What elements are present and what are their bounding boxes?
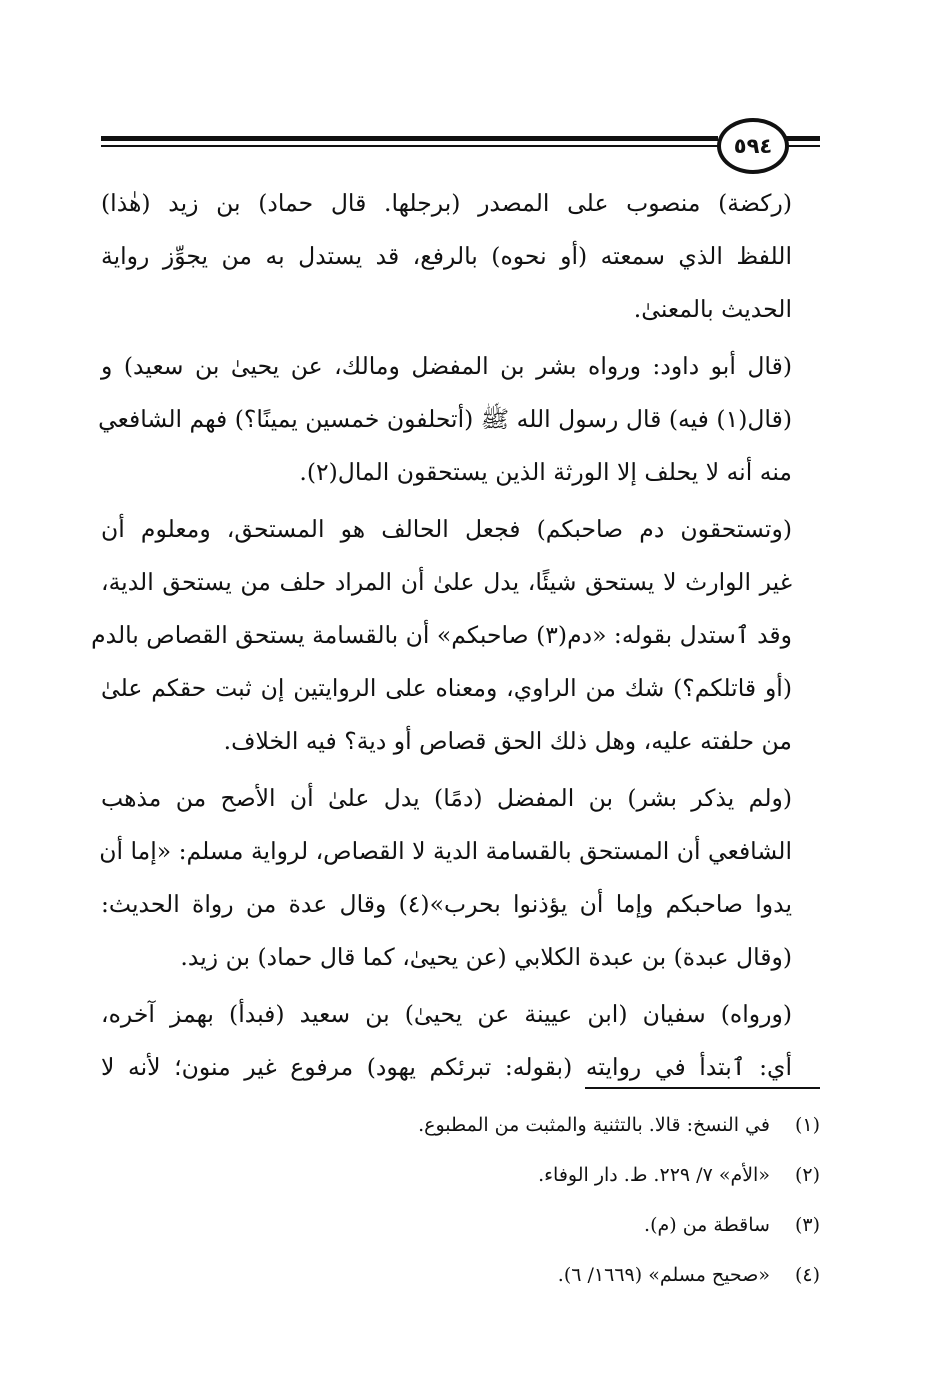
text-line: (ركضة) منصوب على المصدر (برجلها. قال حماد) بن زيد (هٰذا): [101, 189, 792, 217]
text-line: (وتستحقون دم صاحبكم) فجعل الحالف هو المستحق، ومعلوم أن: [101, 515, 792, 543]
footnote-item: [101, 1200, 820, 1250]
text-line: وقد ٱستدل بقوله: «دم(٣) صاحبكم» أن بالقسامة يستحق القصاص بالدم: [91, 621, 792, 649]
text-line: (أو قاتلكم؟) شك من الراوي، ومعناه على الروايتين إن ثبت حقكم علىٰ: [101, 674, 792, 702]
footnote-text: ساقطة من (م).: [644, 1214, 770, 1236]
footnote-item: [101, 1250, 820, 1300]
footnote-text: «صحيح مسلم» (١٦٦٩/ ٦).: [557, 1264, 770, 1286]
footnote-number: (٢): [794, 1164, 820, 1186]
text-line: الشافعي أن المستحق بالقسامة الدية لا القصاص، لرواية مسلم: «إما أن: [99, 837, 792, 865]
header-rule-right-thin: [786, 145, 820, 147]
text-line: اللفظ الذي سمعته (أو نحوه) بالرفع، قد يستدل به من يجوِّز رواية: [101, 242, 792, 270]
paragraph-3: [91, 503, 820, 768]
footnote-text: «الأم» ٧/ ٢٢٩. ط. دار الوفاء.: [538, 1164, 770, 1186]
text-line: منه أنه لا يحلف إلا الورثة الذين يستحقون المال(٢).: [299, 458, 792, 486]
text-line: يدوا صاحبكم وإما أن يؤذنوا بحرب»(٤) وقال عدة من رواة الحديث:: [101, 890, 792, 918]
paragraph-5: [101, 988, 820, 1094]
text-line: الحديث بالمعنىٰ.: [633, 295, 792, 323]
text-line: (قال(١) فيه) قال رسول الله ﷺ (أتحلفون خمسين يمينًا؟) فهم الشافعي: [98, 405, 792, 433]
footnote-text: في النسخ: قالا. بالتثنية والمثبت من المطبوع.: [418, 1114, 770, 1136]
text-line: (قال أبو داود: ورواه بشر بن المفضل ومالك، عن يحيىٰ بن سعيد) و: [101, 352, 792, 380]
text-line: أي: ٱبتدأ في روايته (بقوله: تبرئكم يهود) مرفوع غير منون؛ لأنه لا: [101, 1053, 792, 1081]
footnote-item: [101, 1100, 820, 1150]
paragraph-4: [101, 772, 820, 984]
paragraph-1: [101, 177, 820, 336]
page-number: ٥٩٤: [717, 118, 789, 174]
main-text: [91, 177, 820, 1098]
footnote-number: (١): [794, 1114, 820, 1136]
text-line: (ولم يذكر بشر) بن المفضل (دمًا) يدل علىٰ أن الأصح من مذهب: [101, 784, 792, 812]
header-rule-right: [786, 136, 820, 141]
footnote-number: (٤): [794, 1264, 820, 1286]
text-line: غير الوارث لا يستحق شيئًا، يدل علىٰ أن المراد حلف من يستحق الدية،: [101, 568, 792, 596]
header-rule-thick: [101, 136, 718, 141]
footnote-number: (٣): [794, 1214, 820, 1236]
footnote-item: [101, 1150, 820, 1200]
paragraph-2: [98, 340, 820, 499]
text-line: (وقال عبدة) بن عبدة الكلابي (عن يحيىٰ، كما قال حماد) بن زيد.: [180, 943, 792, 971]
header-rule-thin: [101, 145, 718, 147]
footnote-separator: [585, 1087, 820, 1089]
text-line: (ورواه) سفيان (ابن عيينة عن يحيىٰ) بن سعيد (فبدأ) بهمز آخره،: [101, 1000, 792, 1028]
footnotes: [101, 1100, 820, 1300]
text-line: من حلفته عليه، وهل ذلك الحق قصاص أو دية؟ فيه الخلاف.: [223, 727, 792, 755]
